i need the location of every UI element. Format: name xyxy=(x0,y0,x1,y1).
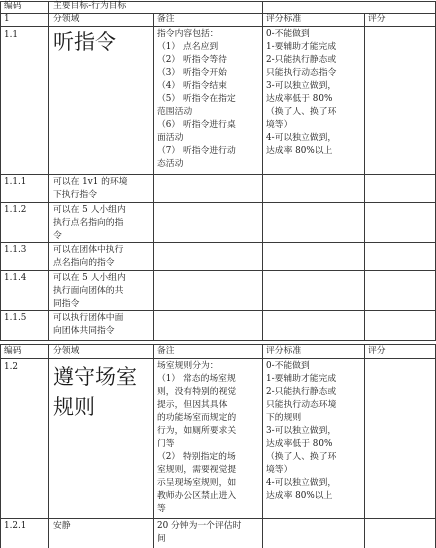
sub-notes xyxy=(157,520,241,546)
sub-goal xyxy=(53,176,128,202)
criteria-line: 达成率 80%以上 xyxy=(266,491,333,501)
subdomain-header: 分领域 xyxy=(53,346,80,356)
item-notes xyxy=(157,360,236,516)
item-title-line: 遵守场室 xyxy=(53,365,137,389)
sub-code: 1.2.1 xyxy=(4,521,27,531)
sub-goal-line: 执行面向团体的共 xyxy=(53,286,124,296)
criteria-line: 只能执行动态指令 xyxy=(266,68,337,78)
table-rule xyxy=(0,358,436,359)
criteria-line: （换了人、换了环 xyxy=(266,452,337,462)
criteria-line: 0-不能做到 xyxy=(266,361,310,371)
table-rule xyxy=(153,344,154,548)
note-line: 范围活动 xyxy=(157,107,193,117)
table-rule xyxy=(0,1,1,340)
criteria-line: 1-要辅助才能完成 xyxy=(266,42,337,52)
sub-code: 1.1.2 xyxy=(4,205,27,215)
note-line: （7） 听指令进行动 xyxy=(157,146,236,156)
code-header: 编码 xyxy=(4,346,22,356)
note-line: 室规则，需要视觉提 xyxy=(157,465,237,475)
goal-header: 主要目标-行为目标 xyxy=(53,1,127,11)
table-rule xyxy=(0,518,436,519)
table-rule xyxy=(48,344,49,548)
item-title: 听指令 xyxy=(53,30,116,54)
score-header: 评分 xyxy=(368,14,386,24)
scoring-criteria xyxy=(266,28,336,158)
item-title-line: 规则 xyxy=(53,395,95,419)
note-line: 提示，但因其具体 xyxy=(157,400,228,410)
sub-code: 1.1.4 xyxy=(4,273,27,283)
sub-goal-line: 令 xyxy=(53,231,62,241)
subdomain-header: 分领域 xyxy=(53,14,80,24)
table-rule xyxy=(0,202,436,203)
criteria-line: 2-只能执行静态或 xyxy=(266,55,337,65)
note-line: 指令内容包括： xyxy=(157,29,219,39)
sub-goal-line: 下执行指令 xyxy=(53,190,97,200)
note-line: （6） 听指令进行桌 xyxy=(157,120,236,130)
criteria-line: 4-可以独立做到， xyxy=(266,478,337,488)
table-rule xyxy=(364,344,365,548)
criteria-line: 达成率低于 80% xyxy=(266,439,333,449)
note-line: （4） 听指令结束 xyxy=(157,81,227,91)
sub-goal-line: 向团体共同指令 xyxy=(53,326,115,336)
note-line: （3） 听指令开始 xyxy=(157,68,227,78)
note-line: （5） 听指令在指定 xyxy=(157,94,236,104)
score-header: 评分 xyxy=(368,346,386,356)
note-line: 20 分钟为一个评估时 xyxy=(157,521,242,531)
note-line: 场室规则分为： xyxy=(157,361,219,371)
criteria-header: 评分标准 xyxy=(266,14,302,24)
criteria-line: 下的规则 xyxy=(266,413,302,423)
sub-goal-line: 可以在团体中执行 xyxy=(53,245,124,255)
note-line: 教师办公区禁止进入 xyxy=(157,491,237,501)
table-rule xyxy=(153,13,154,340)
sub-code: 1.1.3 xyxy=(4,245,27,255)
criteria-line: 3-可以独立做到， xyxy=(266,426,337,436)
notes-header: 备注 xyxy=(157,346,175,356)
table-rule xyxy=(262,344,263,548)
criteria-header: 评分标准 xyxy=(266,346,302,356)
sub-goal-line: 可以在 5 人小组内 xyxy=(53,205,126,215)
criteria-line: 只能执行动态环境 xyxy=(266,400,337,410)
item-code: 1.1 xyxy=(4,30,18,40)
note-line: 等 xyxy=(157,504,166,514)
sub-goal-line: 点名指向的指令 xyxy=(53,258,115,268)
table-rule xyxy=(48,1,49,340)
note-line: （2） 特别指定的场 xyxy=(157,452,236,462)
criteria-line: （换了人、换了环 xyxy=(266,107,337,117)
note-line: 间 xyxy=(157,534,166,544)
sub-goal-line: 可以在 5 人小组内 xyxy=(53,273,126,283)
criteria-line: 1-要辅助才能完成 xyxy=(266,374,337,384)
criteria-line: 2-只能执行静态或 xyxy=(266,387,337,397)
table-rule xyxy=(262,1,263,340)
note-line: 门等 xyxy=(157,439,175,449)
criteria-line: 境等） xyxy=(266,465,293,475)
table-rule xyxy=(0,344,1,548)
item-title xyxy=(53,362,137,422)
sub-goal xyxy=(53,272,126,311)
item-code: 1.2 xyxy=(4,362,18,372)
table-rule xyxy=(364,13,365,340)
sub-goal xyxy=(53,204,126,243)
sub-code: 1.1.1 xyxy=(4,177,27,187)
criteria-line: 达成率 80%以上 xyxy=(266,146,333,156)
sub-goal: 安静 xyxy=(53,521,71,531)
table-rule xyxy=(0,174,436,175)
sub-goal-line: 同指令 xyxy=(53,299,80,309)
table-rule xyxy=(0,270,436,271)
section-number: 1 xyxy=(4,14,10,24)
criteria-line: 达成率低于 80% xyxy=(266,94,333,104)
criteria-line: 0-不能做到 xyxy=(266,29,310,39)
notes-header: 备注 xyxy=(157,14,175,24)
scoring-criteria xyxy=(266,360,336,503)
criteria-line: 4-可以独立做到， xyxy=(266,133,337,143)
sub-code: 1.1.5 xyxy=(4,313,27,323)
item-notes xyxy=(157,28,236,171)
sub-goal-line: 可以在 1v1 的环境 xyxy=(53,177,128,187)
note-line: 的功能场室而规定的 xyxy=(157,413,237,423)
note-line: 态活动 xyxy=(157,159,184,169)
note-line: （2） 听指令等待 xyxy=(157,55,227,65)
note-line: 面活动 xyxy=(157,133,184,143)
note-line: （1） 点名应到 xyxy=(157,42,219,52)
note-line: 示呈现场室规则，如 xyxy=(157,478,237,488)
note-line: （1） 常态的场室规 xyxy=(157,374,236,384)
criteria-line: 境等） xyxy=(266,120,293,130)
sub-goal xyxy=(53,312,123,338)
table-rule xyxy=(0,340,436,341)
criteria-line: 3-可以独立做到， xyxy=(266,81,337,91)
sub-goal-line: 可以执行团体中面 xyxy=(53,313,124,323)
sub-goal-line: 执行点名指向的指 xyxy=(53,218,124,228)
note-line: 则，没有特别的视觉 xyxy=(157,387,237,397)
code-header: 编码 xyxy=(4,1,22,11)
note-line: 行为，如厕所要求关 xyxy=(157,426,237,436)
sub-goal xyxy=(53,244,123,270)
